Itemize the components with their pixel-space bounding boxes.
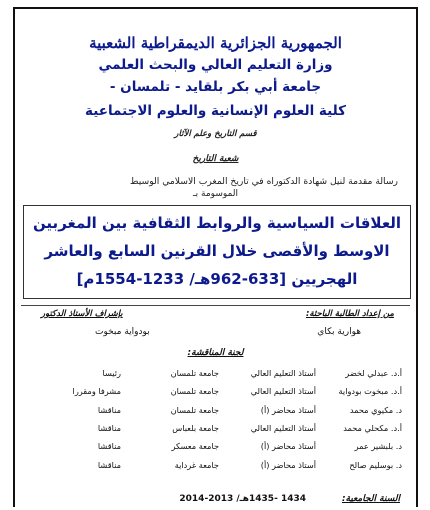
academic-year-value: 1434 -1435هـ/ 2013-2014 [179,494,306,504]
document-page [13,7,418,507]
committee-row [15,423,416,439]
member-rank: أستاذ محاضر (أ) [260,460,316,470]
member-name: أ.د. مكحلي محمد [343,423,402,433]
thesis-title-box [23,205,411,299]
committee-row [15,405,416,421]
divider [21,305,410,306]
committee-row [15,386,416,402]
member-role: مناقشا [97,460,121,470]
member-university: جامعة بلعباس [172,423,219,433]
student-label: من إعداد الطالبة الباحثة: [305,309,394,319]
ministry-heading: وزارة التعليم العالي والبحث العلمي [98,57,333,73]
faculty-heading: كلية العلوم الإنسانية والعلوم الاجتماعية [85,103,346,119]
student-name: هوارية بكاي [317,327,361,337]
member-university: جامعة غرداية [174,460,219,470]
member-rank: أستاذ محاضر (أ) [260,441,316,451]
university-heading: جامعة أبي بكر بلقايد - تلمسان - [109,79,322,95]
member-rank: أستاذ التعليم العالي [250,386,316,396]
member-name: أ.د. مبخوت بودواية [338,386,402,396]
member-university: جامعة تلمسان [170,368,219,378]
member-university: جامعة معسكر [171,441,219,451]
member-role: مناقشا [97,441,121,451]
member-role: مشرفا ومقررا [72,386,121,396]
thesis-description: رسالة مقدمة لنيل شهادة الدكتوراه في تاريخ المغرب الاسلامي الوسيط [130,176,398,187]
member-rank: أستاذ التعليم العالي [250,423,316,433]
supervisor-label: بإشراف الأستاذ الدكتور [41,309,123,319]
republic-heading: الجمهورية الجزائرية الديمقراطية الشعبية [89,34,342,52]
member-university: جامعة تلمسان [170,405,219,415]
title-line-3: الهجريين [633-962هـ/ 1233-1554م] [76,270,358,288]
member-name: د. بوسليم صالح [349,460,402,470]
supervisor-name: بودواية مبخوت [95,327,150,337]
department-label: قسم التاريخ وعلم الآثار [174,129,257,139]
committee-row [15,441,416,457]
thesis-titled: الموسومة بـ [193,189,238,199]
title-line-1: العلاقات السياسية والروابط الثقافية بين المغربين [32,214,402,232]
member-role: رئيسا [102,368,121,378]
committee-label: لجنة المناقشة: [187,348,244,358]
member-rank: أستاذ التعليم العالي [250,368,316,378]
member-name: د. مكيوي محمد [349,405,402,415]
specialty-label: شعبة التاريخ [192,154,239,164]
member-name: أ.د. عبدلي لخضر [345,368,402,378]
title-line-2: الاوسط والأقصى خلال القرنين السابع والعاشر [44,242,390,260]
member-name: د. بلبشير عمر [354,441,402,451]
member-rank: أستاذ محاضر (أ) [260,405,316,415]
member-role: مناقشا [97,423,121,433]
member-university: جامعة تلمسان [170,386,219,396]
member-role: مناقشا [97,405,121,415]
committee-row [15,460,416,476]
academic-year-label: السنة الجامعية: [341,494,400,504]
committee-row [15,368,416,384]
